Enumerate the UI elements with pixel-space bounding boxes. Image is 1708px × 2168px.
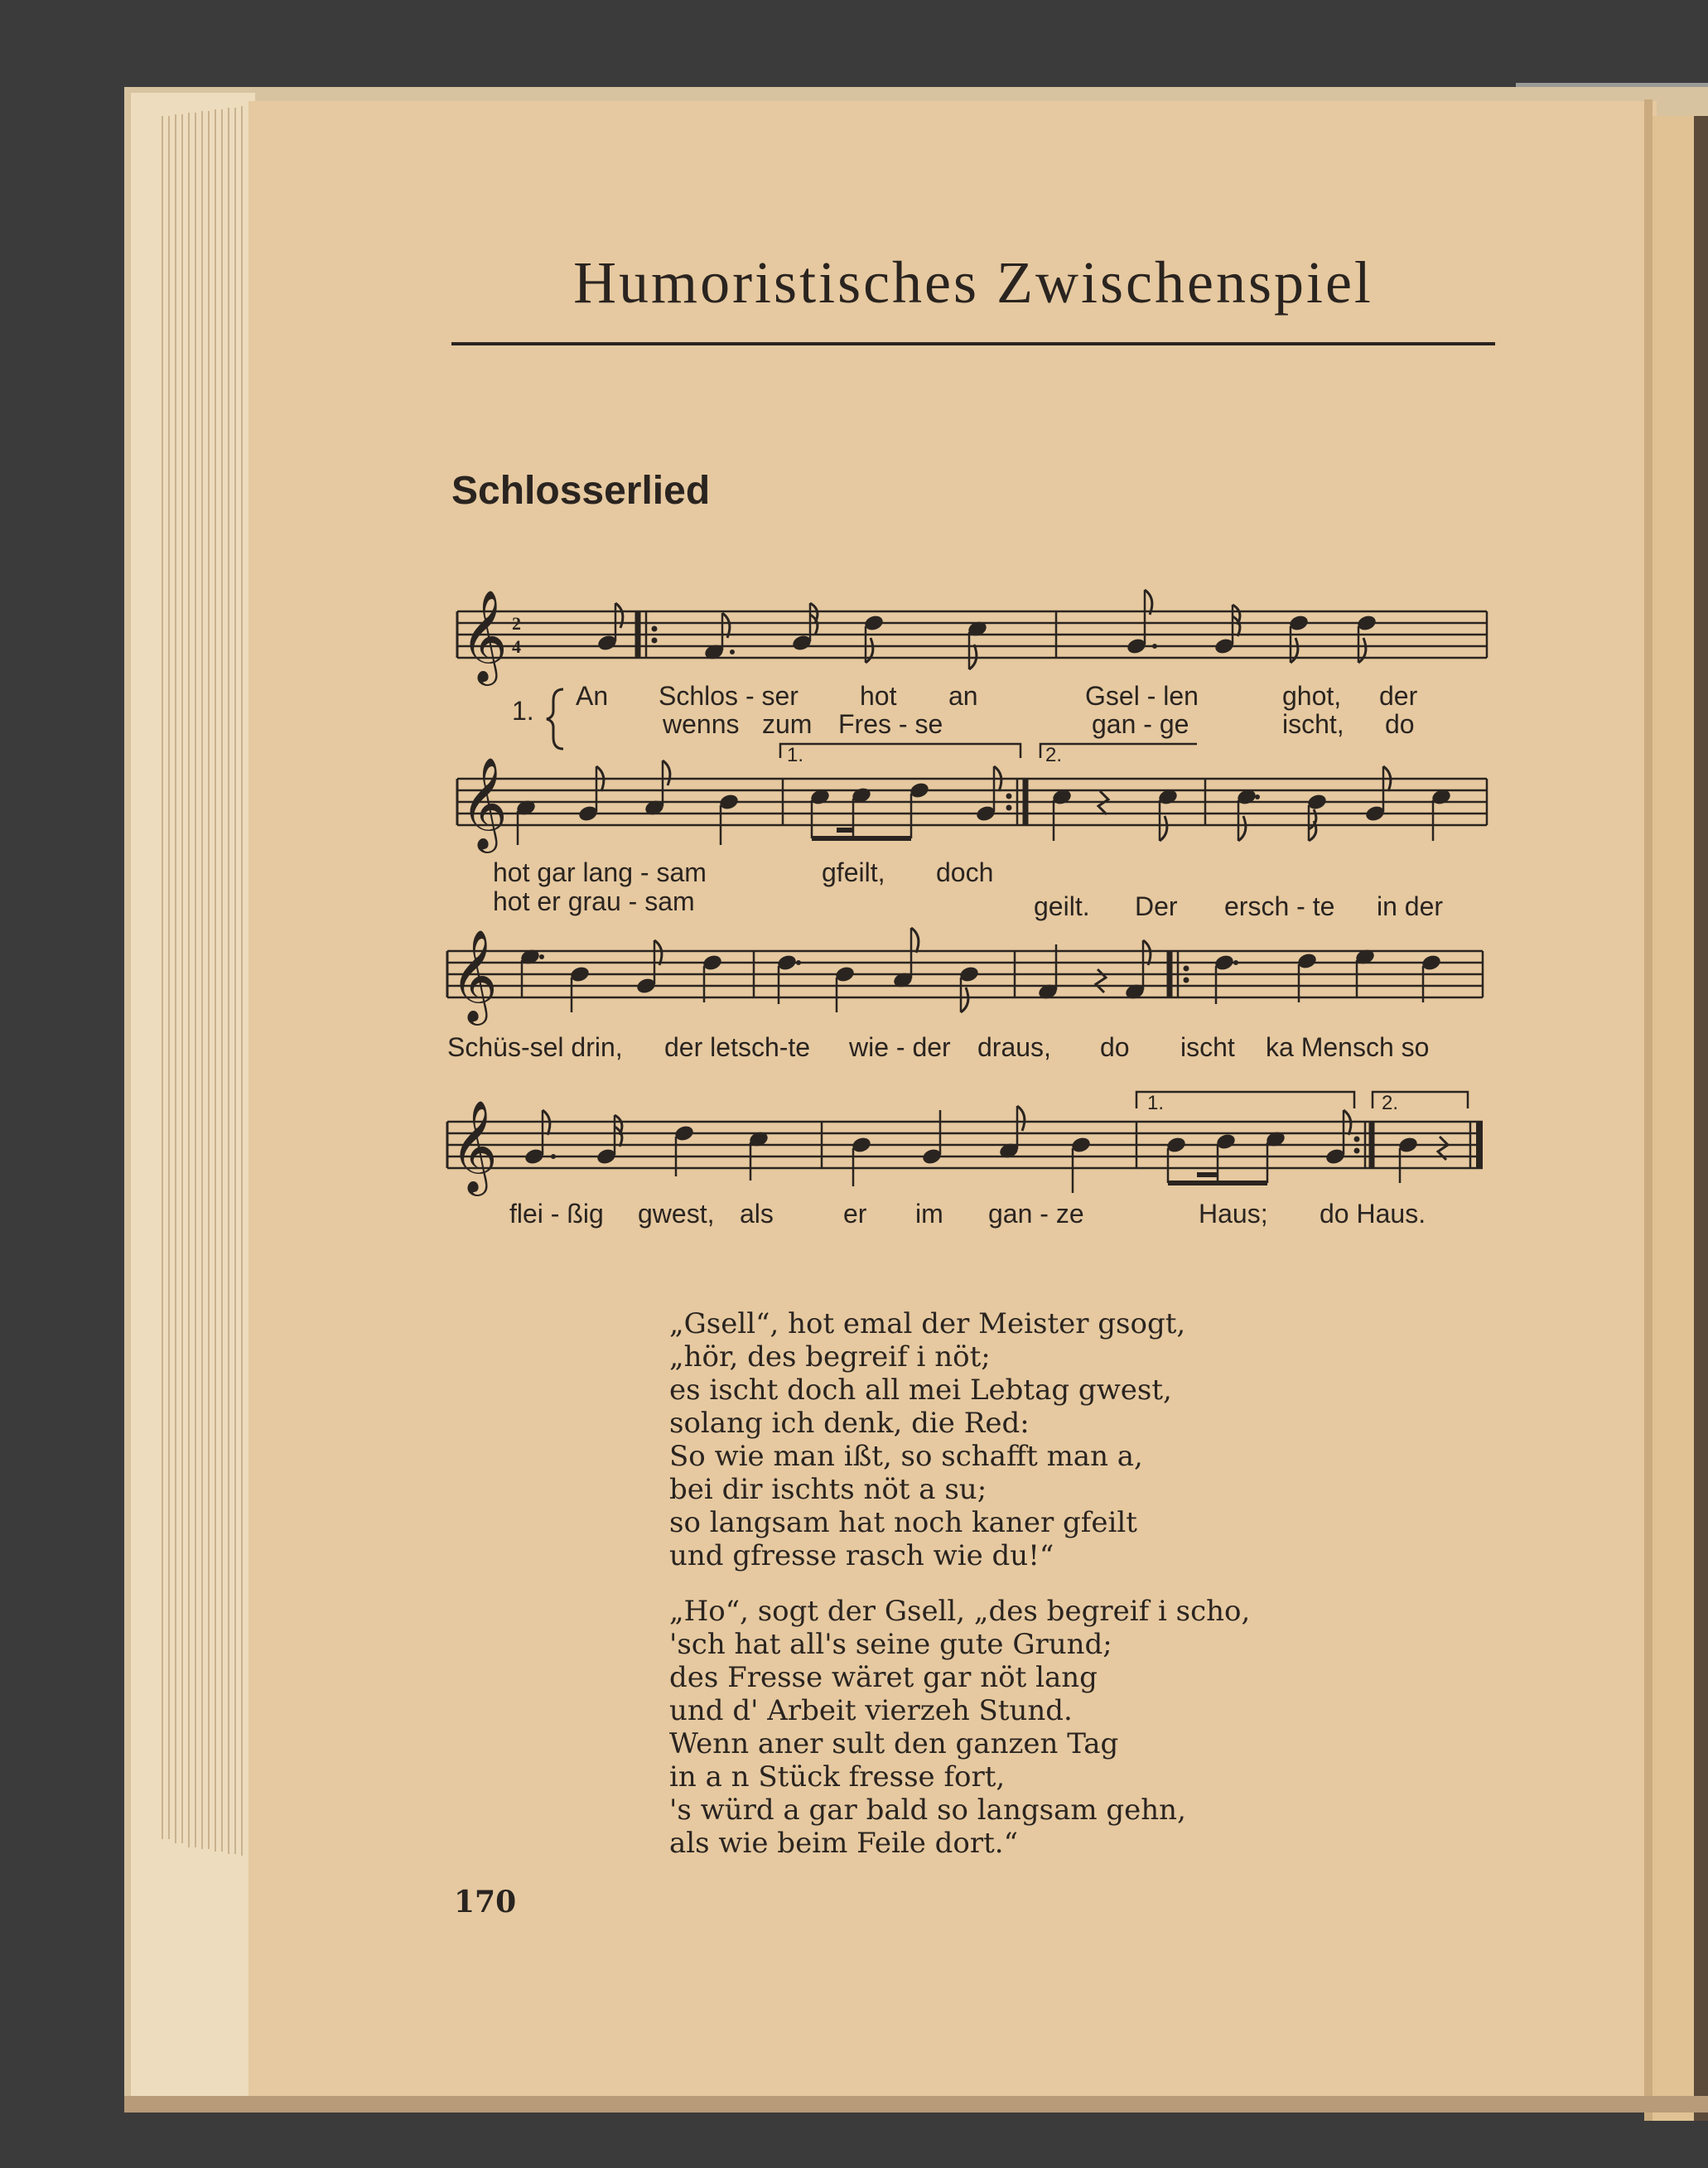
poem-line: 's würd a gar bald so langsam gehn, <box>669 1794 1186 1827</box>
svg-text:2: 2 <box>512 613 521 634</box>
poem-line: und gfresse rasch wie du!“ <box>669 1539 1054 1572</box>
lyric: wenns <box>663 709 740 739</box>
lyric: im <box>915 1199 943 1229</box>
page-number: 170 <box>454 1885 517 1919</box>
lyric: ghot, <box>1282 681 1342 711</box>
poem-line: „Gsell“, hot emal der Meister gsogt, <box>669 1307 1186 1340</box>
lyric: do <box>1385 709 1415 739</box>
lyric: do <box>1100 1032 1130 1062</box>
poem-line: so langsam hat noch kaner gfeilt <box>669 1506 1137 1539</box>
title-rule <box>451 342 1495 345</box>
lyric: Schüs-sel drin, <box>447 1032 623 1062</box>
lyric: draus, <box>977 1032 1051 1062</box>
chapter-title: Humoristisches Zwischenspiel <box>573 249 1373 316</box>
svg-text:4: 4 <box>512 636 521 657</box>
svg-text:𝄞: 𝄞 <box>461 756 508 849</box>
lyric: ischt <box>1180 1032 1235 1062</box>
lyric: der <box>1379 681 1418 711</box>
poem-line: solang ich denk, die Red: <box>669 1407 1030 1440</box>
lyric: er <box>843 1199 867 1229</box>
lyric: der letsch-te <box>664 1032 811 1062</box>
lyric: geilt. <box>1034 891 1090 921</box>
lyric: gfeilt, <box>822 857 885 887</box>
lyric: an <box>948 681 978 711</box>
lyric: doch <box>936 857 994 887</box>
lyric: als <box>740 1199 774 1229</box>
poem-line: bei dir ischts nöt a su; <box>669 1473 987 1506</box>
song-title: Schlosserlied <box>451 469 711 513</box>
volta-first-label: 1. <box>1147 1092 1165 1114</box>
lyric: Gsel - len <box>1085 681 1199 711</box>
verse-number: 1. <box>512 696 534 726</box>
lyric: ischt, <box>1282 709 1344 739</box>
poem-line: „Ho“, sogt der Gsell, „des begreif i scho, <box>669 1595 1251 1628</box>
lyric: gwest, <box>638 1199 715 1229</box>
lyric: gan - ge <box>1092 709 1189 739</box>
poem-line: als wie beim Feile dort.“ <box>669 1827 1018 1860</box>
lyric: Fres - se <box>838 709 943 739</box>
lyric: in der <box>1377 891 1444 921</box>
lyric: ka Mensch so <box>1266 1032 1430 1062</box>
lyric: do Haus. <box>1320 1199 1426 1229</box>
lyric: hot er grau - sam <box>493 886 695 916</box>
poem-line: und d' Arbeit vierzeh Stund. <box>669 1694 1073 1727</box>
svg-text:𝄞: 𝄞 <box>451 929 498 1021</box>
volta-second-label: 2. <box>1045 744 1063 766</box>
poem-line: in a n Stück fresse fort, <box>669 1760 1006 1794</box>
lyric: Haus; <box>1199 1199 1268 1229</box>
lyric: zum <box>762 709 813 739</box>
poem-line: So wie man ißt, so schafft man a, <box>669 1440 1143 1473</box>
lyric: wie - der <box>849 1032 951 1062</box>
treble-clef-icon: 𝄞 <box>461 589 508 682</box>
poem-line: des Fresse wäret gar nöt lang <box>669 1661 1098 1694</box>
lyric: hot <box>860 681 897 711</box>
lyric: ersch - te <box>1224 891 1335 921</box>
lyric: gan - ze <box>988 1199 1084 1229</box>
poem-line: Wenn aner sult den ganzen Tag <box>669 1727 1119 1760</box>
volta-first-label: 1. <box>787 744 804 766</box>
lyric: Schlos - ser <box>659 681 799 711</box>
volta-second-label: 2. <box>1382 1092 1399 1114</box>
svg-text:𝄞: 𝄞 <box>451 1099 498 1192</box>
lyric: hot gar lang - sam <box>493 857 707 887</box>
poem-line: „hör, des begreif i nöt; <box>669 1340 991 1374</box>
lyric: flei - ßig <box>509 1199 604 1229</box>
poem-line: es ischt doch all mei Lebtag gwest, <box>669 1374 1172 1407</box>
poem-line: 'sch hat all's seine gute Grund; <box>669 1628 1112 1661</box>
lyric: Der <box>1135 891 1178 921</box>
lyric: An <box>576 681 609 711</box>
